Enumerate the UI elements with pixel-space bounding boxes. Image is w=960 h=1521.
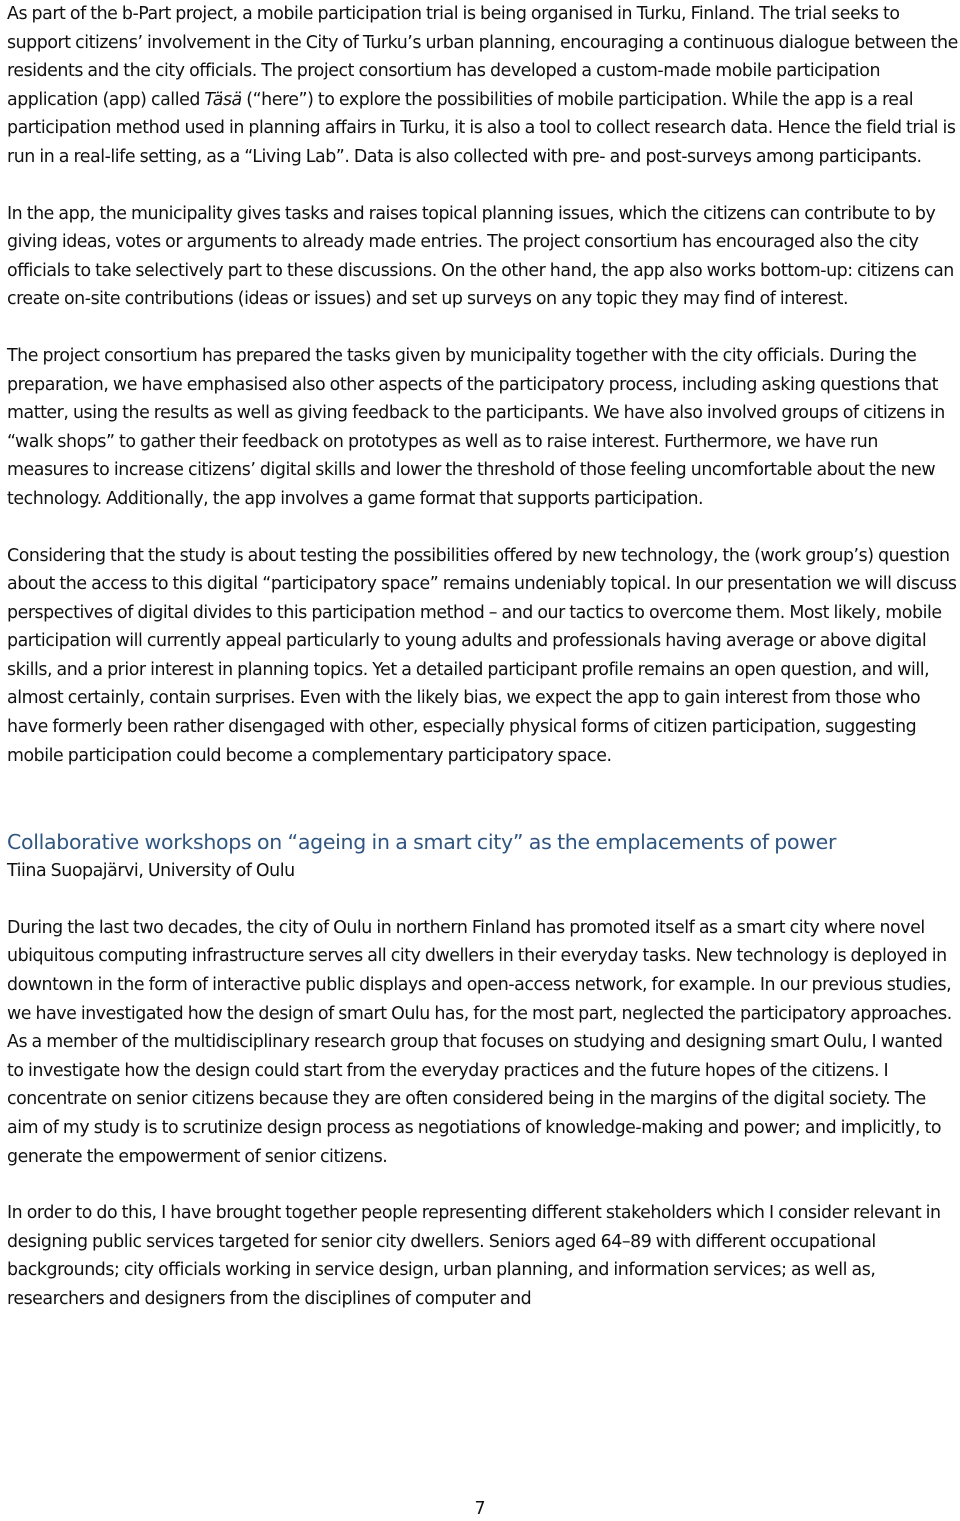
paragraph-digital-divides: Considering that the study is about testing the possibilities offered by new technology, the (work group’s) question about the access to this digital “participatory space” remains undeniably topical. In our presentation we will discuss perspectives of digital divides to this participation method – and our tactics to overcome them. Most likely, mobile participation will currently appeal particularly to young adults and professionals having average or above digital skills, and a prior interest in planning topics. Yet a detailed participant profile remains an open question, and will, almost certainly, contain surprises. Even with the likely bias, we expect the app to gain interest from those who have formerly been rather disengaged with other, especially physical forms of citizen participation, suggesting mobile participation could become a complementary participatory space. — [7, 545, 957, 766]
section-heading: Collaborative workshops on “ageing in a smart city” as the emplacements of power — [7, 830, 837, 855]
paragraph-consortium-preparation: The project consortium has prepared the tasks given by municipality together with the city officials. During the preparation, we have emphasised also other aspects of the participatory process, including asking questions that matter, using the results as well as giving feedback to the participants. We have also involved groups of citizens in “walk shops” to gather their feedback on prototypes as well as to raise interest. Furthermore, we have run measures to increase citizens’ digital skills and lower the threshold of those feeling uncomfortable about the new technology. Additionally, the app involves a game format that supports participation. — [7, 345, 945, 509]
paragraph-text: As part of the b-Part project, a mobile participation trial is being organised in Turku, Finland. The trial seeks to support citizens’ involvement in the City of Turku’s urban planning, encouraging a continuous dialogue between the residents and the city officials. The project consortium has developed a custom-made mobile participation application (app) called — [7, 4, 958, 110]
section-author: Tiina Suopajärvi, University of Oulu — [7, 861, 295, 882]
paragraph-stakeholders: In order to do this, I have brought together people representing different stakeholders which I consider relevant in designing public services targeted for senior city dwellers. Seniors aged 64–89 with different occupational backgrounds; city officials working in service design, urban planning, and information services; as well as, researchers and designers from the disciplines of computer and — [7, 1203, 941, 1309]
paragraph-smart-oulu: During the last two decades, the city of Oulu in northern Finland has promoted itself as a smart city where novel ubiquitous computing infrastructure serves all city dwellers in their everyday tasks. New technology is deployed in downtown in the form of interactive public displays and open-access network, for example. In our previous studies, we have investigated how the design of smart Oulu has, for the most part, neglected the participatory approaches. As a member of the multidisciplinary research group that focuses on studying and designing smart Oulu, I wanted to investigate how the design could start from the everyday practices and the future hopes of the citizens. I concentrate on senior citizens because they are often considered being in the margins of the digital society. The aim of my study is to scrutinize design process as negotiations of knowledge-making and power; and implicitly, to generate the empowerment of senior citizens. — [7, 917, 952, 1167]
paragraph-b-part-trial — [7, 0, 959, 172]
document-page — [7, 0, 959, 1314]
app-name: Täsä — [204, 89, 242, 110]
paragraph-app-tasks: In the app, the municipality gives tasks and raises topical planning issues, which the citizens can contribute to by giving ideas, votes or arguments to already made entries. The project consortium has encouraged also the city officials to take selectively part to these discussions. On the other hand, the app also works bottom-up: citizens can create on-site contributions (ideas or issues) and set up surveys on any topic they may find of interest. — [7, 203, 954, 310]
paragraph-text: (“here”) to explore the possibilities of mobile participation. While the app is a real participation method used in planning affairs in Turku, it is also a tool to collect research data. Hence the field trial is run in a real-life setting, as a “Living Lab”. Data is also collected with pre- and post-surveys among participants. — [7, 89, 956, 167]
page-number: 7 — [474, 1499, 486, 1519]
